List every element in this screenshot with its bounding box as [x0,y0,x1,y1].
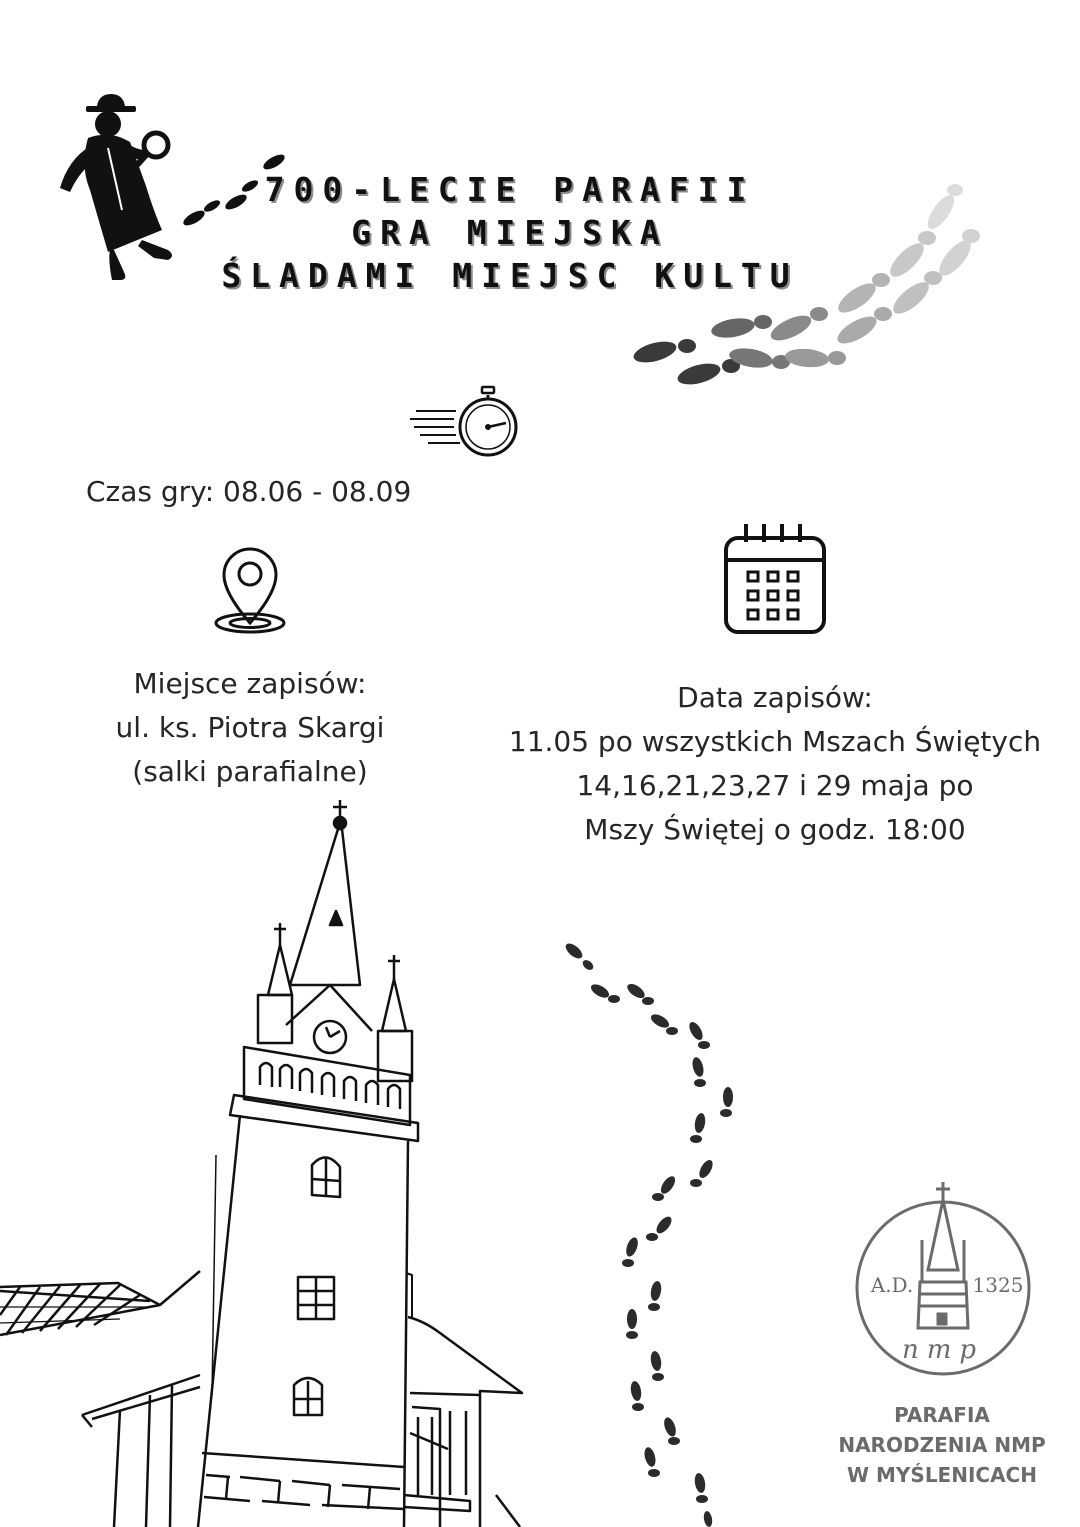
registration-date-label: Data zapisów: [677,681,873,714]
registration-place [60,662,440,794]
registration-place-room: (salki parafialne) [132,755,368,788]
game-time-text: Czas gry: 08.06 - 08.09 [86,475,412,508]
registration-place-street: ul. ks. Piotra Skargi [115,711,385,744]
parish-name-line-1: PARAFIA [894,1403,990,1427]
seal-right-text: 1325 [972,1273,1024,1297]
parish-seal-logo [848,1178,1038,1378]
seal-bottom-text: nmp [901,1335,985,1365]
footprints-icon [560,935,750,1527]
footprints-icon [625,180,985,390]
seal-left-text: A.D. [870,1273,914,1297]
parish-name-line-3: W MYŚLENICACH [847,1463,1037,1487]
title-line-3: ŚLADAMI MIEJSC KULTU [221,256,799,295]
calendar-icon [720,520,830,638]
registration-place-label: Miejsce zapisów: [133,667,367,700]
parish-name [820,1400,1064,1490]
registration-date-line-2: 11.05 po wszystkich Mszach Świętych [508,725,1042,758]
location-pin-icon [210,543,290,638]
church-tower-drawing [0,795,560,1527]
title-line-2: GRA MIEJSKA [351,213,669,252]
stopwatch-icon [408,383,524,463]
parish-name-line-2: NARODZENIA NMP [838,1433,1046,1457]
registration-date-line-3: 14,16,21,23,27 i 29 maja po [576,769,974,802]
registration-date [470,676,1080,852]
detective-icon [50,90,185,280]
registration-date-line-4: Mszy Świętej o godz. 18:00 [584,813,966,846]
title-line-1: 700-LECIE PARAFII [264,170,756,209]
